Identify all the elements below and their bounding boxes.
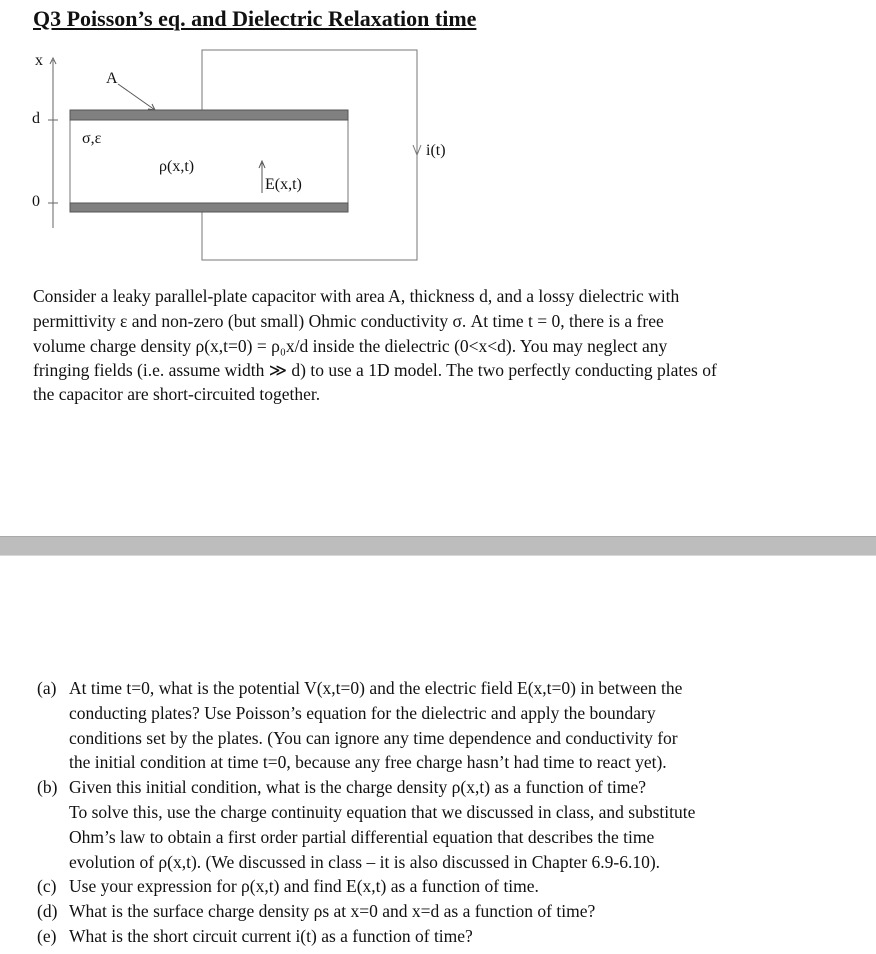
intro-line: the capacitor are short-circuited together.: [33, 384, 321, 404]
question-line: What is the surface charge density ρs at x=0 and x=d as a function of time?: [69, 901, 596, 922]
material-label: σ,ε: [82, 130, 102, 147]
question-line: At time t=0, what is the potential V(x,t=0) and the electric field E(x,t=0) in between the: [69, 678, 683, 698]
page-divider: [0, 536, 876, 556]
intro-line: volume charge density ρ(x,t=0) = ρ₀x/d inside the dielectric (0<x<d). You may neglect any: [33, 336, 668, 356]
question-marker: (a): [37, 678, 57, 698]
top-plate: [70, 110, 348, 120]
question-line: Use your expression for ρ(x,t) and find E(x,t) as a function of time.: [69, 876, 539, 897]
axis-label: x: [35, 52, 43, 69]
intro-line: fringing fields (i.e. assume width ≫ d) to use a 1D model. The two perfectly conducting plates of: [33, 360, 717, 380]
question-line: evolution of ρ(x,t). (We discussed in class – it is also discussed in Chapter 6.9-6.10).: [69, 851, 661, 872]
question-line: conducting plates? Use Poisson’s equation for the dielectric and apply the boundary: [69, 702, 656, 723]
question-marker: (b): [37, 777, 58, 798]
question-marker: (c): [37, 876, 57, 897]
area-label: A: [106, 70, 118, 87]
field-label: E(x,t): [265, 176, 302, 193]
question-line: To solve this, use the charge continuity equation that we discussed in class, and substitute: [69, 802, 696, 822]
dielectric: [70, 120, 348, 203]
intro-line: permittivity ε and non-zero (but small) Ohmic conductivity σ. At time t = 0, there is a free: [33, 311, 664, 331]
bottom-plate: [70, 203, 348, 212]
question-marker: (e): [37, 926, 57, 946]
question-line: the initial condition at time t=0, because any free charge hasn’t had time to react yet).: [69, 752, 667, 773]
tick-label-0: 0: [32, 193, 40, 210]
page-title: Q3 Poisson’s eq. and Dielectric Relaxation time: [33, 6, 477, 31]
charge-label: ρ(x,t): [159, 158, 195, 175]
question-line: What is the short circuit current i(t) as a function of time?: [69, 926, 473, 946]
area-pointer-arrow: [118, 84, 155, 110]
question-line: conditions set by the plates. (You can ignore any time dependence and conductivity for: [69, 727, 678, 748]
intro-line: Consider a leaky parallel-plate capacitor with area A, thickness d, and a lossy dielectric with: [33, 286, 680, 306]
question-marker: (d): [37, 901, 58, 922]
question-line: Ohm’s law to obtain a first order partial differential equation that describes the time: [69, 826, 655, 847]
question-line: Given this initial condition, what is the charge density ρ(x,t) as a function of time?: [69, 777, 647, 798]
diagram-graphics: [0, 0, 460, 280]
tick-label-d: d: [32, 110, 40, 127]
current-label: i(t): [426, 142, 446, 159]
